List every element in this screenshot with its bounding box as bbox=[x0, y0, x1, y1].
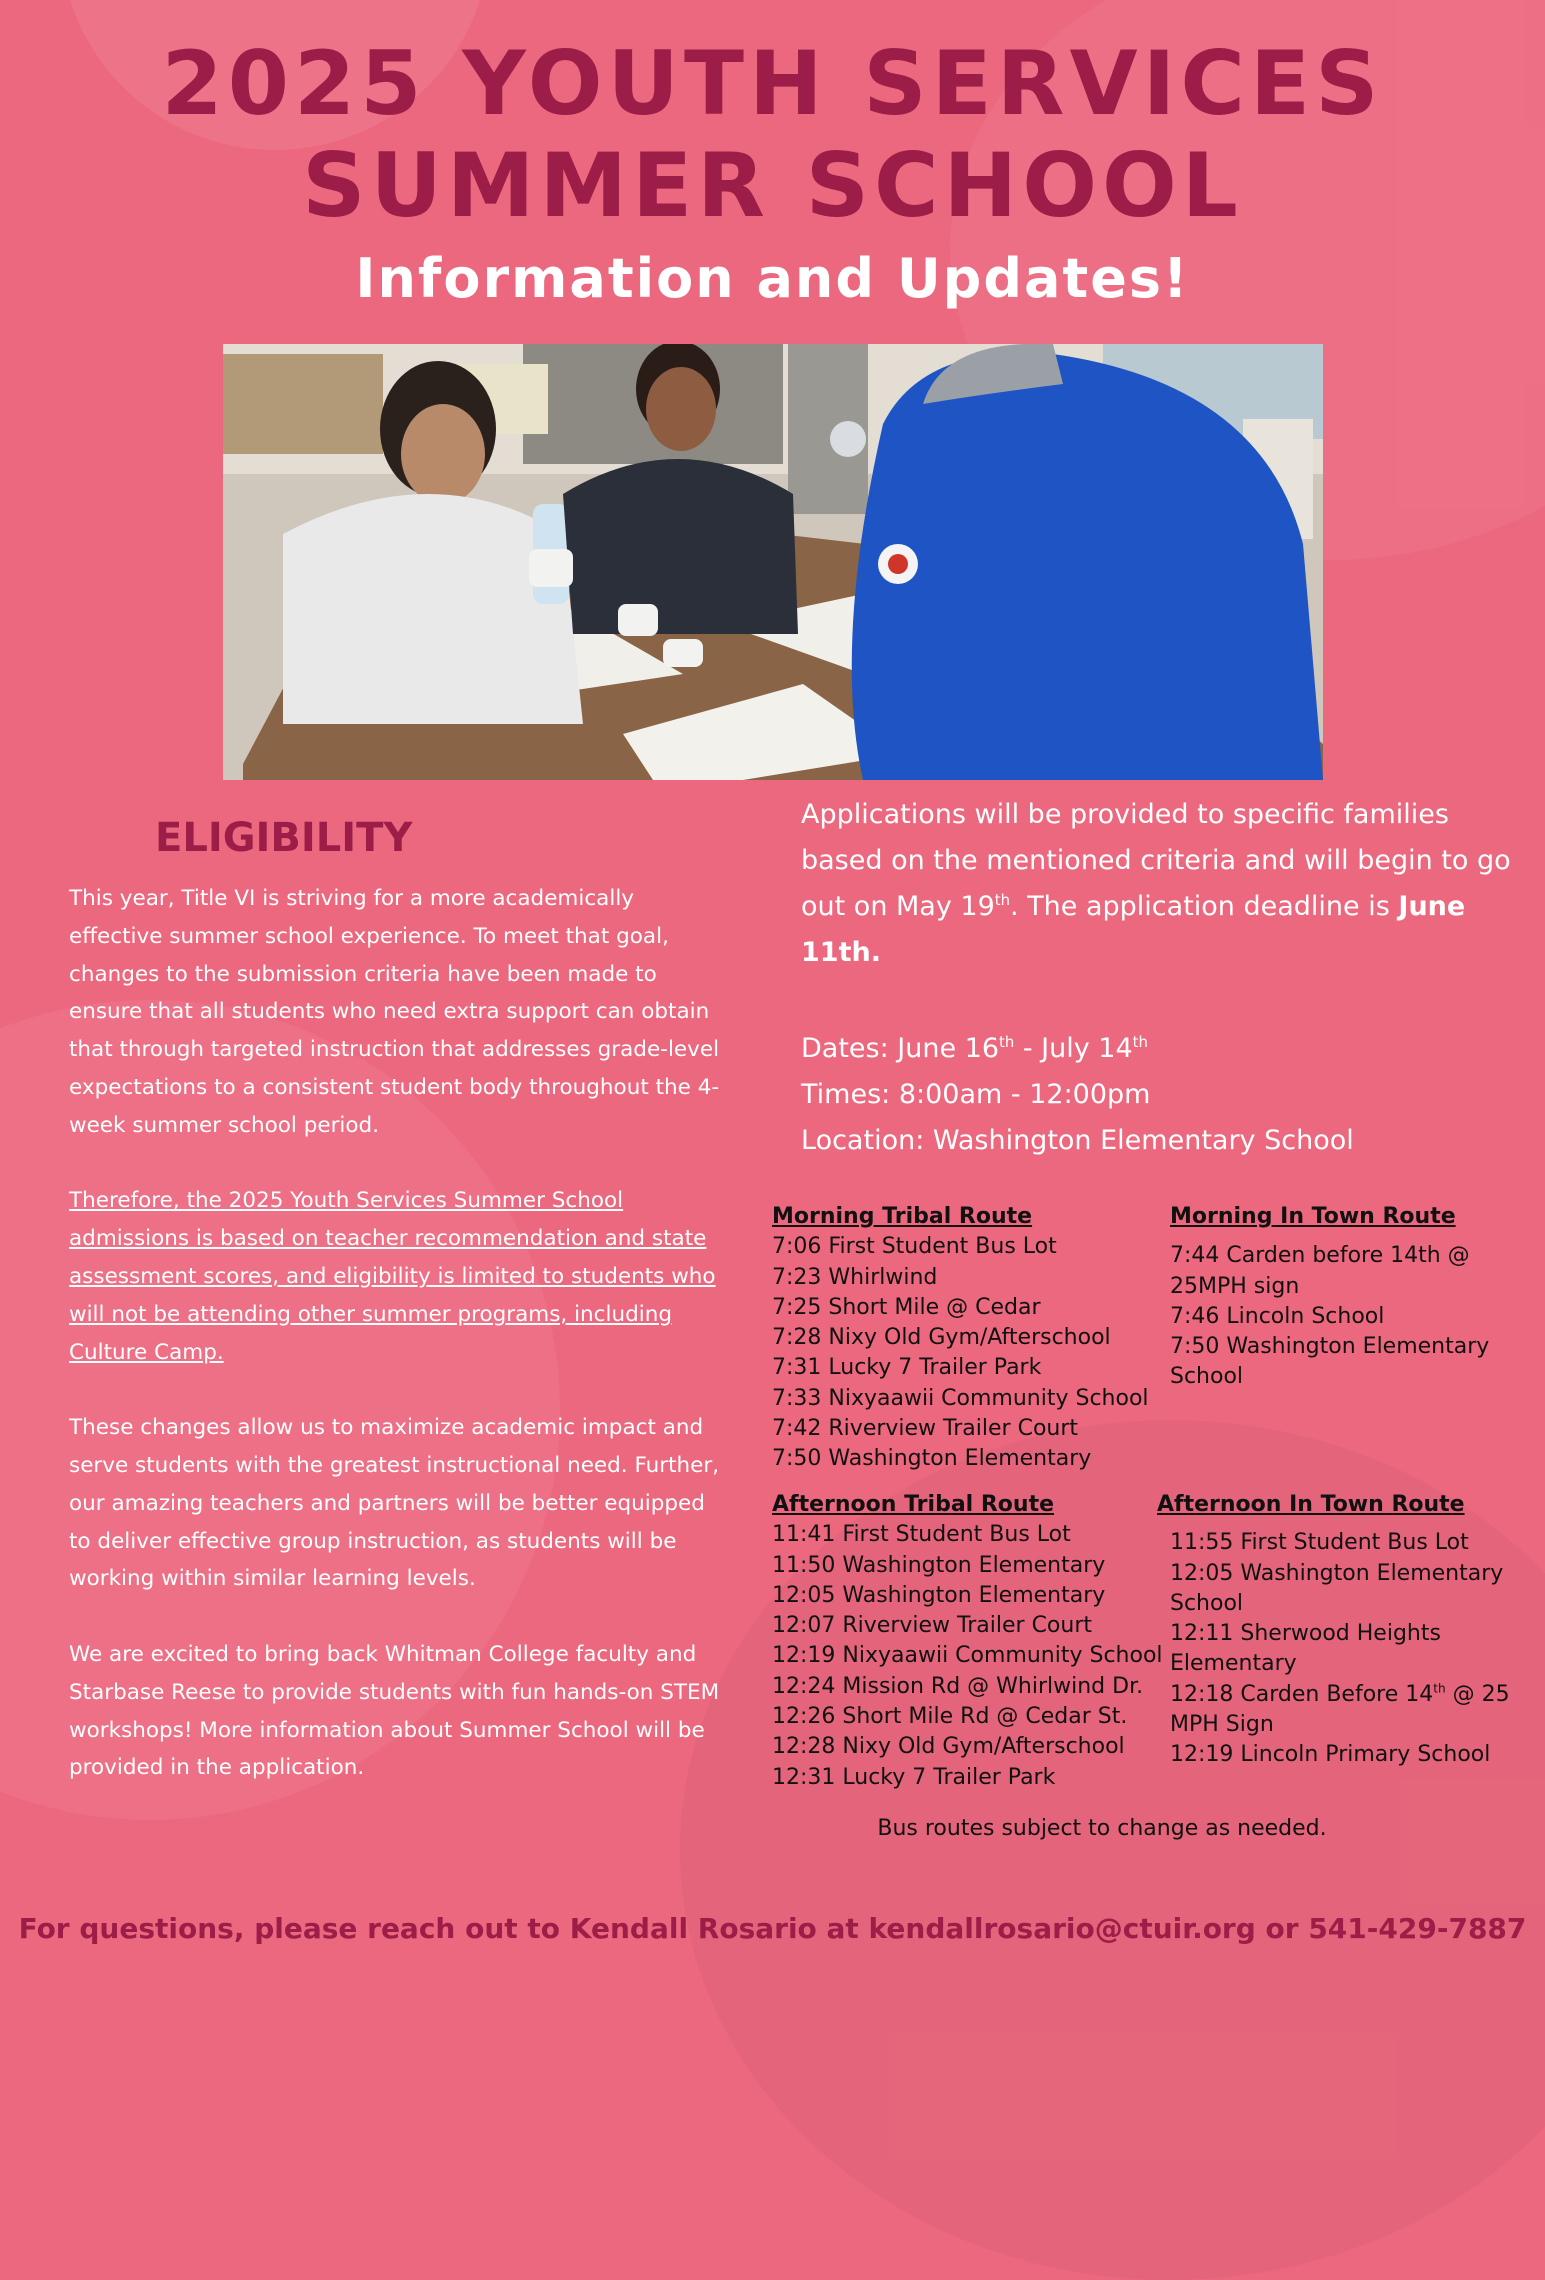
route-stop: 11:50 Washington Elementary bbox=[772, 1552, 1106, 1578]
classroom-photo-illustration bbox=[223, 344, 1323, 780]
route-stop-text: 12:18 Carden Before 14 bbox=[1170, 1681, 1434, 1707]
route-stop: 12:26 Short Mile Rd @ Cedar St. bbox=[772, 1704, 1128, 1730]
route-stop: 7:33 Nixyaawii Community School bbox=[772, 1385, 1149, 1411]
eligibility-body bbox=[69, 880, 729, 1787]
morning-tribal-route bbox=[772, 1202, 1167, 1475]
route-stop bbox=[1170, 1680, 1517, 1741]
classroom-photo bbox=[223, 344, 1323, 780]
route-title: Morning In Town Route bbox=[1170, 1204, 1456, 1229]
application-deadline: June 11th. bbox=[801, 891, 1466, 968]
program-dates bbox=[801, 1026, 1521, 1072]
route-stop: 12:28 Nixy Old Gym/Afterschool bbox=[772, 1734, 1125, 1760]
eligibility-criteria-paragraph: Therefore, the 2025 Youth Services Summer School admissions is based on teacher recommendation and state assessment scores, and eligibility is limited to students who will not be attending other summer programs, including Culture Camp. bbox=[69, 1188, 716, 1365]
superscript: th bbox=[1433, 1681, 1446, 1696]
eligibility-paragraph: We are excited to bring back Whitman College faculty and Starbase Reese to provide students with fun hands-on STEM workshops! More information about Summer School will be provided in the application. bbox=[69, 1641, 720, 1781]
contact-footer: For questions, please reach out to Kendall Rosario at kendallrosario@ctuir.org or 541-429-7887 bbox=[18, 1912, 1527, 1945]
dates-text: Dates: June 16 bbox=[801, 1033, 1000, 1064]
program-details bbox=[801, 1026, 1521, 1164]
afternoon-tribal-route bbox=[772, 1490, 1167, 1793]
eligibility-paragraph: These changes allow us to maximize academic impact and serve students with the greatest instructional need. Further, our amazing teachers and partners will be better equipped to deliver effective group instruction, as students will be working within similar learning levels. bbox=[69, 1415, 720, 1592]
route-stop: 7:46 Lincoln School bbox=[1170, 1303, 1385, 1329]
route-stop: 11:41 First Student Bus Lot bbox=[772, 1522, 1071, 1548]
route-stop: 12:07 Riverview Trailer Court bbox=[772, 1613, 1093, 1639]
superscript: th bbox=[994, 891, 1011, 909]
morning-in-town-route bbox=[1170, 1202, 1510, 1393]
bus-routes-note: Bus routes subject to change as needed. bbox=[877, 1816, 1327, 1841]
route-stop: 7:23 Whirlwind bbox=[772, 1264, 938, 1290]
applications-text: . The application deadline is bbox=[1010, 891, 1399, 922]
eligibility-paragraph: This year, Title VI is striving for a more academically effective summer school experience. To meet that goal, changes to the submission criteria have been made to ensure that all students who need extra support can obtain that through targeted instruction that addresses grade-level expectations to a consistent student body throughout the 4-week summer school period. bbox=[69, 886, 720, 1138]
route-stop: 7:50 Washington Elementary School bbox=[1170, 1334, 1490, 1390]
applications-text: Applications will be provided to specific families based on the mentioned criteria and will begin to go out on May 19 bbox=[801, 799, 1511, 922]
route-stop-text: @ 25 MPH Sign bbox=[1170, 1681, 1510, 1738]
route-stop: 11:55 First Student Bus Lot bbox=[1170, 1530, 1469, 1556]
route-stop: 12:05 Washington Elementary School bbox=[1170, 1560, 1504, 1616]
superscript: th bbox=[1132, 1033, 1148, 1051]
applications-notice bbox=[801, 792, 1521, 976]
route-stop: 7:50 Washington Elementary bbox=[772, 1446, 1092, 1472]
route-stop: 12:11 Sherwood Heights Elementary bbox=[1170, 1621, 1441, 1677]
program-location: Location: Washington Elementary School bbox=[801, 1125, 1354, 1156]
program-times: Times: 8:00am - 12:00pm bbox=[801, 1079, 1151, 1110]
route-stop: 7:44 Carden before 14th @ 25MPH sign bbox=[1170, 1243, 1470, 1299]
route-stop: 7:25 Short Mile @ Cedar bbox=[772, 1294, 1041, 1320]
route-stop: 12:19 Nixyaawii Community School bbox=[772, 1643, 1163, 1669]
route-stop: 7:42 Riverview Trailer Court bbox=[772, 1416, 1079, 1442]
route-title: Morning Tribal Route bbox=[772, 1204, 1033, 1229]
route-stop: 12:19 Lincoln Primary School bbox=[1170, 1742, 1491, 1768]
route-stop: 7:06 First Student Bus Lot bbox=[772, 1234, 1057, 1260]
route-stop: 12:24 Mission Rd @ Whirlwind Dr. bbox=[772, 1673, 1144, 1699]
superscript: th bbox=[999, 1033, 1015, 1051]
page-title-line-1: 2025 YOUTH SERVICES bbox=[161, 32, 1384, 135]
dates-text: - July 14 bbox=[1014, 1033, 1133, 1064]
route-title: Afternoon In Town Route bbox=[1157, 1492, 1465, 1517]
route-title: Afternoon Tribal Route bbox=[772, 1492, 1055, 1517]
route-stop: 12:05 Washington Elementary bbox=[772, 1582, 1106, 1608]
page-title-line-2: SUMMER SCHOOL bbox=[302, 134, 1243, 237]
route-stop: 7:28 Nixy Old Gym/Afterschool bbox=[772, 1325, 1111, 1351]
afternoon-in-town-route bbox=[1157, 1490, 1517, 1771]
eligibility-heading: ELIGIBILITY bbox=[155, 815, 413, 861]
route-stop: 12:31 Lucky 7 Trailer Park bbox=[772, 1764, 1056, 1790]
route-stop: 7:31 Lucky 7 Trailer Park bbox=[772, 1355, 1042, 1381]
page-subtitle: Information and Updates! bbox=[355, 247, 1190, 310]
